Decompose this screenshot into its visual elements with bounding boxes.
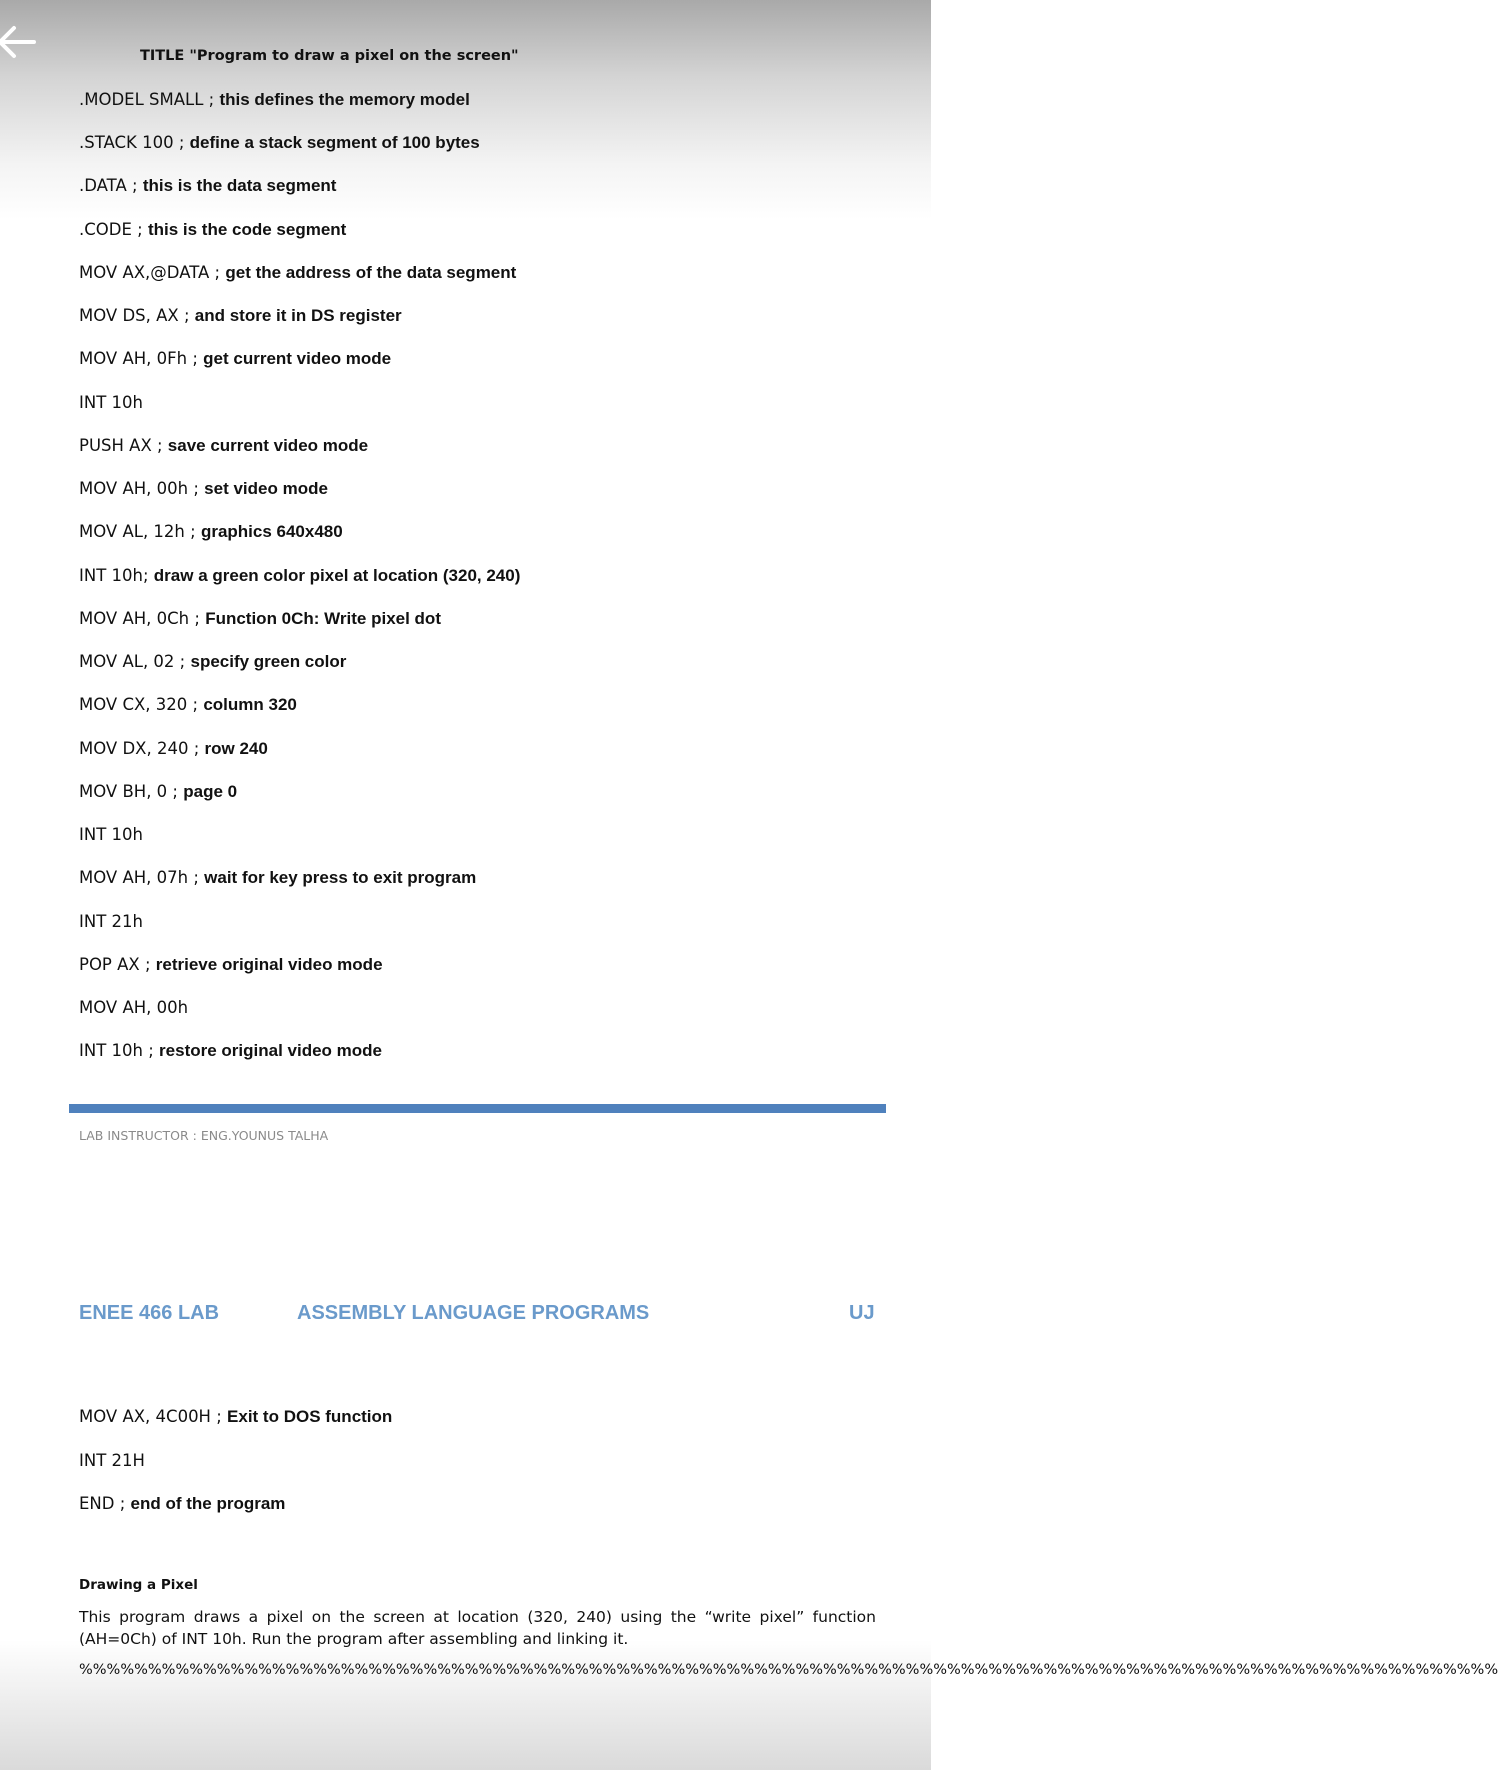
code-text: .DATA ;: [79, 176, 143, 195]
code-text: INT 21H: [79, 1451, 145, 1470]
code-comment: this is the data segment: [142, 176, 337, 195]
code-line: [79, 133, 480, 153]
code-comment: draw a green color pixel at location (320, 240): [153, 566, 521, 585]
code-line: [79, 263, 516, 283]
separator-percent-line: %%%%%%%%%%%%%%%%%%%%%%%%%%%%%%%%%%%%%%%%%%%%%%%%%%%%%%%%%%%%%%%%%%%%%%%%%%%%%%%%%%%%%%%%%%%%%%%%%%%%%%%: [79, 1662, 1498, 1678]
code-comment: Function 0Ch: Write pixel dot: [205, 609, 441, 628]
code-comment: row 240: [204, 739, 268, 758]
header-subject: ASSEMBLY LANGUAGE PROGRAMS: [297, 1302, 650, 1324]
code-line: [79, 220, 346, 240]
code-line: [79, 349, 391, 369]
code-line: [79, 609, 441, 629]
code-text: INT 21h: [79, 912, 143, 931]
code-line: [79, 912, 143, 932]
code-comment: column 320: [203, 695, 297, 714]
section-heading: Drawing a Pixel: [79, 1577, 198, 1593]
code-text: MOV AX,@DATA ;: [79, 263, 226, 282]
code-comment: get current video mode: [203, 349, 392, 368]
code-line: [79, 90, 470, 110]
code-line: [79, 739, 268, 759]
code-comment: set video mode: [204, 479, 328, 498]
code-text: MOV AX, 4C00H ;: [79, 1407, 228, 1426]
code-line: [79, 782, 237, 802]
header-course: ENEE 466 LAB: [79, 1302, 220, 1324]
code-text: INT 10h: [79, 393, 143, 412]
footer-instructor: LAB INSTRUCTOR : ENG.YOUNUS TALHA: [79, 1128, 329, 1143]
code-text: PUSH AX ;: [79, 436, 168, 455]
code-comment: this is the code segment: [147, 220, 347, 239]
code-text: MOV DX, 240 ;: [79, 739, 205, 758]
code-comment: specify green color: [190, 652, 347, 671]
code-text: POP AX ;: [79, 955, 156, 974]
code-line: [79, 825, 143, 845]
code-comment: get the address of the data segment: [225, 263, 517, 282]
code-line: [79, 566, 520, 586]
code-text: MOV AL, 12h ;: [79, 522, 201, 541]
code-line: [79, 306, 402, 326]
code-line: [79, 1407, 392, 1427]
code-comment: Exit to DOS function: [227, 1407, 393, 1426]
code-comment: wait for key press to exit program: [204, 868, 477, 887]
code-line: [79, 1451, 145, 1471]
code-text: INT 10h ;: [79, 1041, 160, 1060]
code-text: .STACK 100 ;: [79, 133, 190, 152]
description-paragraph: This program draws a pixel on the screen at location (320, 240) using the “write pixel” function (AH=0Ch) of INT 10h. Run the program after assembling and linking it.: [79, 1608, 876, 1648]
code-comment: retrieve original video mode: [155, 955, 383, 974]
code-text: MOV AH, 07h ;: [79, 868, 205, 887]
footer-rule: [69, 1104, 886, 1113]
code-comment: save current video mode: [167, 436, 369, 455]
code-text: .CODE ;: [79, 220, 148, 239]
code-comment: this defines the memory model: [219, 90, 470, 109]
code-comment: and store it in DS register: [194, 306, 402, 325]
code-line: [79, 652, 346, 672]
code-line: [79, 176, 336, 196]
code-line: [79, 479, 328, 499]
code-line: [79, 436, 368, 456]
header-initials: UJ: [849, 1302, 875, 1324]
code-text: MOV AL, 02 ;: [79, 652, 191, 671]
code-text: MOV CX, 320 ;: [79, 695, 204, 714]
code-line: [79, 955, 383, 975]
code-comment: restore original video mode: [159, 1041, 382, 1060]
code-line: [79, 393, 143, 413]
code-text: INT 10h;: [79, 566, 154, 585]
code-text: END ;: [79, 1494, 131, 1513]
document-title: TITLE "Program to draw a pixel on the screen": [140, 48, 519, 64]
back-arrow-icon[interactable]: [0, 22, 38, 62]
code-comment: graphics 640x480: [200, 522, 343, 541]
code-text: MOV BH, 0 ;: [79, 782, 184, 801]
code-comment: define a stack segment of 100 bytes: [189, 133, 480, 152]
code-text: MOV AH, 00h: [79, 998, 189, 1017]
code-text: MOV AH, 0Ch ;: [79, 609, 206, 628]
code-text: INT 10h: [79, 825, 143, 844]
code-comment: page 0: [183, 782, 238, 801]
code-line: [79, 1041, 382, 1061]
code-line: [79, 1494, 285, 1514]
code-line: [79, 998, 188, 1018]
code-line: [79, 695, 297, 715]
code-text: MOV DS, AX ;: [79, 306, 195, 325]
code-text: MOV AH, 00h ;: [79, 479, 205, 498]
code-text: MOV AH, 0Fh ;: [79, 349, 204, 368]
code-comment: end of the program: [130, 1494, 286, 1513]
code-line: [79, 868, 476, 888]
code-line: [79, 522, 343, 542]
code-text: .MODEL SMALL ;: [79, 90, 220, 109]
